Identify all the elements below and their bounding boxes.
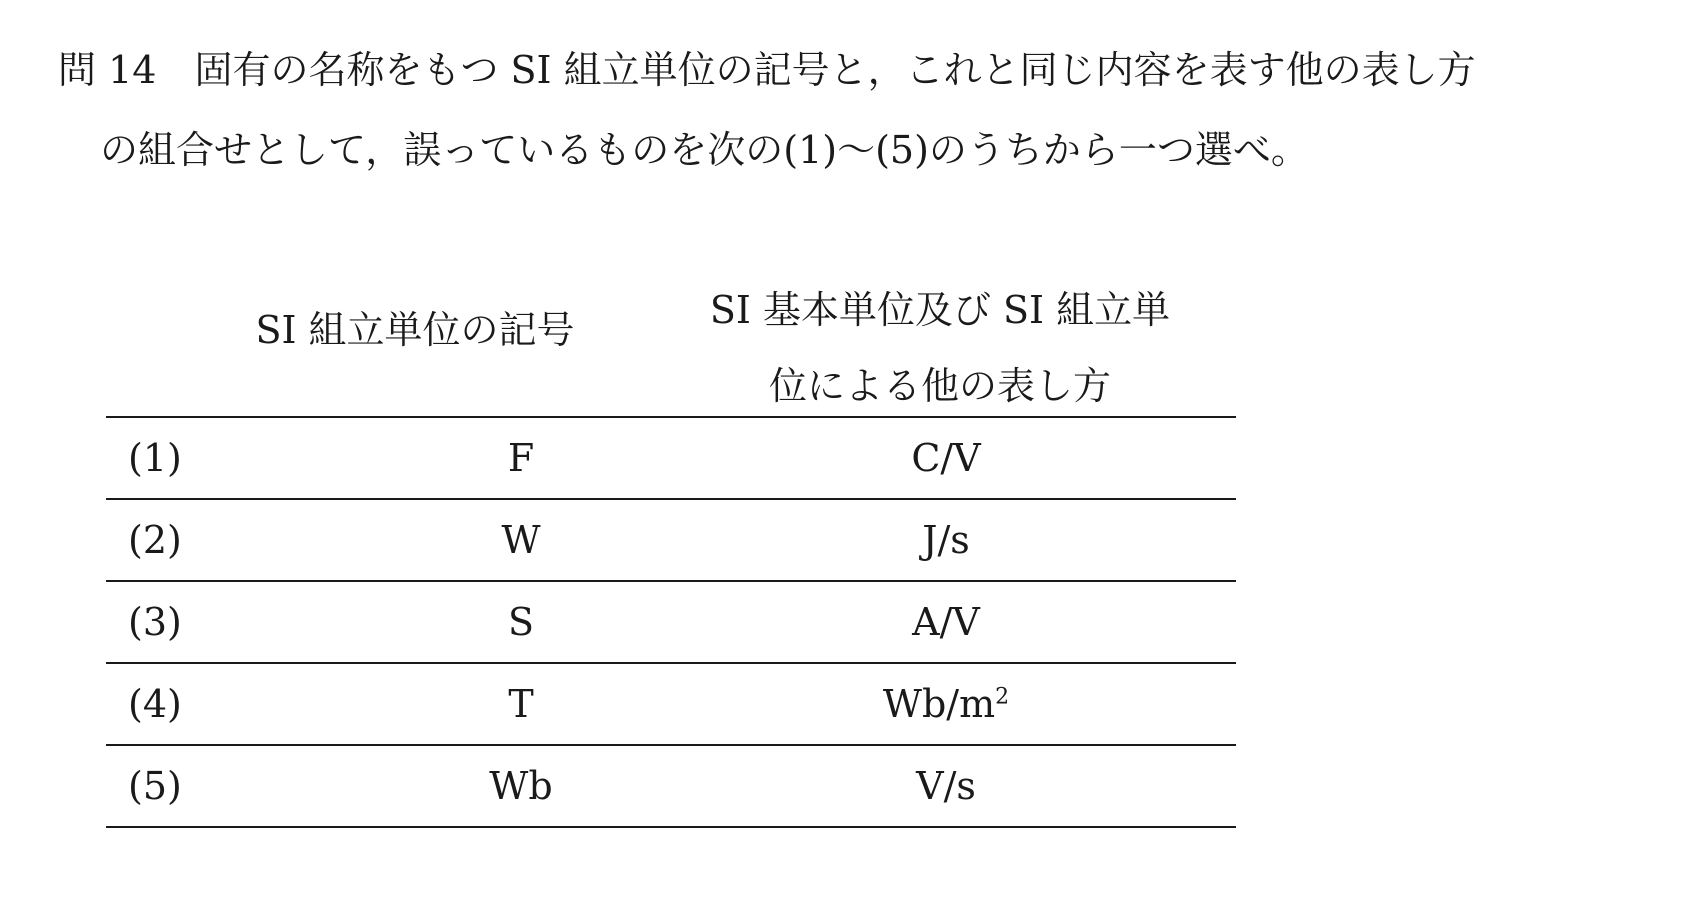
unit-symbol: F bbox=[507, 436, 535, 480]
unit-alt-expression bbox=[666, 664, 1226, 744]
question-text bbox=[58, 30, 1658, 190]
option-number: (2) bbox=[128, 518, 182, 562]
table-row[interactable] bbox=[106, 664, 1236, 746]
unit-alt-expression bbox=[666, 500, 1226, 580]
unit-symbol: S bbox=[507, 600, 535, 644]
table-row[interactable] bbox=[106, 418, 1236, 500]
option-number: (1) bbox=[128, 436, 182, 480]
question-number: 問 14 bbox=[58, 48, 157, 92]
header-other-expression-line-2: 位による他の表し方 bbox=[768, 364, 1111, 408]
table-row[interactable] bbox=[106, 582, 1236, 664]
unit-alt-exponent: 2 bbox=[995, 684, 1010, 710]
question-line-1 bbox=[58, 30, 1658, 110]
unit-alt-text: C/V bbox=[911, 436, 981, 480]
question-stem-part-1: 固有の名称をもつ SI 組立単位の記号と，これと同じ内容を表す他の表し方 bbox=[194, 48, 1476, 92]
unit-symbol: Wb bbox=[489, 764, 553, 808]
header-si-derived-symbol: SI 組立単位の記号 bbox=[255, 308, 575, 352]
question-stem-part-2: の組合せとして，誤っているものを次の(1)～(5)のうちから一つ選べ。 bbox=[100, 128, 1309, 172]
unit-symbol: T bbox=[508, 682, 534, 726]
unit-alt-text: A/V bbox=[912, 600, 980, 644]
unit-alt-expression bbox=[666, 746, 1226, 826]
header-other-expression bbox=[660, 272, 1220, 424]
unit-alt-text: Wb/m bbox=[882, 682, 996, 726]
option-number: (3) bbox=[128, 600, 182, 644]
unit-alt-expression bbox=[666, 582, 1226, 662]
table-row[interactable] bbox=[106, 500, 1236, 582]
unit-alt-expression bbox=[666, 418, 1226, 498]
option-number: (5) bbox=[128, 764, 182, 808]
answer-table bbox=[106, 416, 1236, 828]
option-number: (4) bbox=[128, 682, 182, 726]
unit-alt-text: V/s bbox=[916, 764, 976, 808]
header-other-expression-line-1: SI 基本単位及び SI 組立単 bbox=[709, 288, 1171, 332]
unit-alt-text: J/s bbox=[922, 518, 970, 562]
table-row[interactable] bbox=[106, 746, 1236, 828]
unit-symbol: W bbox=[501, 518, 541, 562]
